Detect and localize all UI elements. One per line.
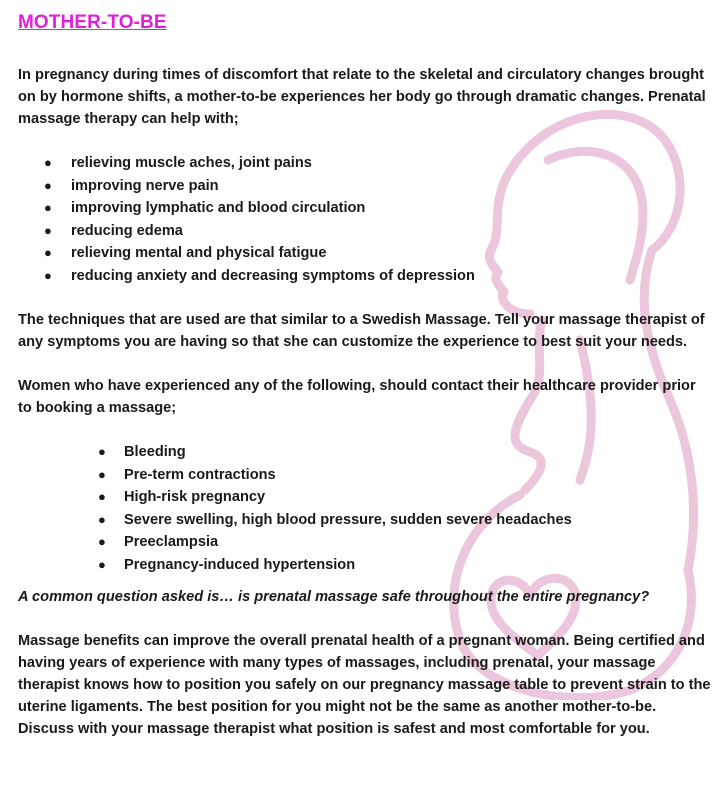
bullet-icon: ● xyxy=(98,511,106,527)
bullet-icon: ● xyxy=(44,177,52,193)
bullet-icon: ● xyxy=(98,444,106,459)
list-item: ● Severe swelling, high blood pressure, sudden severe headaches xyxy=(18,509,713,532)
list-item: ● High-risk pregnancy xyxy=(18,486,713,509)
list-item: ● Preeclampsia xyxy=(18,531,713,554)
bullet-icon: ● xyxy=(98,466,106,482)
benefits-list xyxy=(18,152,713,287)
list-item: ● Pre-term contractions xyxy=(18,464,713,487)
bullet-icon: ● xyxy=(98,556,106,572)
question-heading: A common question asked is… is prenatal massage safe throughout the entire pregnancy? xyxy=(18,589,650,605)
bullet-icon: ● xyxy=(44,200,52,215)
list-item: ● Bleeding xyxy=(18,441,713,464)
list-item: ● reducing edema xyxy=(18,220,713,243)
bullet-icon: ● xyxy=(44,267,52,283)
bullet-icon: ● xyxy=(44,245,52,260)
list-item: ● relieving muscle aches, joint pains xyxy=(18,152,713,175)
conditions-list xyxy=(18,441,713,576)
list-item: ● relieving mental and physical fatigue xyxy=(18,242,713,265)
techniques-paragraph: The techniques that are used are that similar to a Swedish Massage. Tell your massage therapist of any symptoms you are having so that she can customize the experience to best suit your needs. xyxy=(18,312,705,350)
page-title: MOTHER-TO-BE xyxy=(18,12,167,33)
list-item: ● improving lymphatic and blood circulation xyxy=(18,197,713,220)
list-item: ● Pregnancy-induced hypertension xyxy=(18,554,713,577)
contact-paragraph: Women who have experienced any of the following, should contact their healthcare provider prior to booking a massage; xyxy=(18,378,696,416)
answer-paragraph: Massage benefits can improve the overall prenatal health of a pregnant woman. Being certified and having years of experience with many types of massages, including prenatal, your massage therapist knows how to position you safely on our pregnancy massage table to prevent strain to the uterine ligaments. The best position for you might not be the same as another mother-to-be. Discuss with your massage therapist what position is safest and most comfortable for you. xyxy=(18,633,711,737)
bullet-icon: ● xyxy=(44,155,52,170)
intro-paragraph: In pregnancy during times of discomfort that relate to the skeletal and circulatory changes brought on by hormone shifts, a mother-to-be experiences her body go through dramatic changes. Prenatal massage therapy can help with; xyxy=(18,67,706,127)
bullet-icon: ● xyxy=(44,222,52,238)
bullet-icon: ● xyxy=(98,489,106,504)
list-item: ● reducing anxiety and decreasing symptoms of depression xyxy=(18,265,713,288)
bullet-icon: ● xyxy=(98,534,106,549)
list-item: ● improving nerve pain xyxy=(18,175,713,198)
